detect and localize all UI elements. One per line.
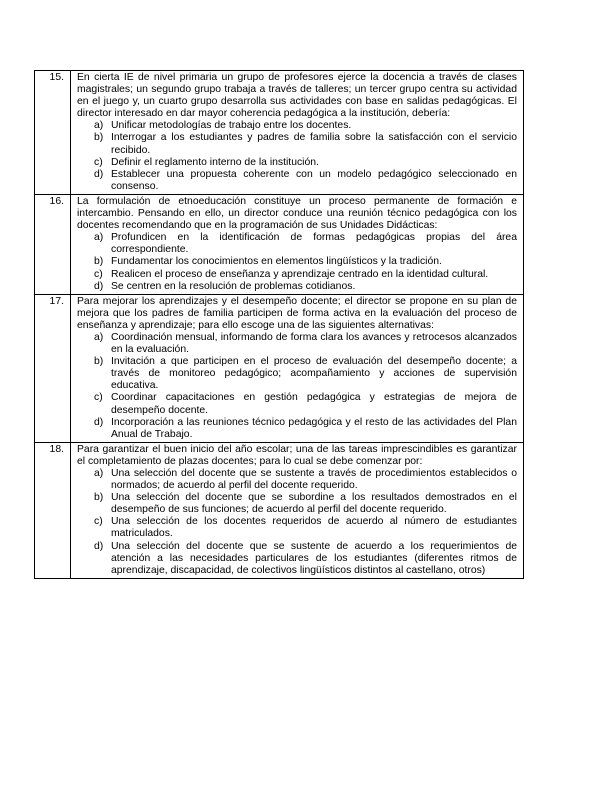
- question-row: [35, 71, 524, 195]
- option-text: Una selección del docente que se sustente de acuerdo a los requerimientos de atención a las necesidades particulares de los estudiantes (diferentes ritmos de aprendizaje, discapacidad, de colectivos lingüísticos distintos al castellano, otros): [111, 540, 517, 576]
- question-body: [71, 194, 524, 294]
- option-text: Establecer una propuesta coherente con un modelo pedagógico seleccionado en consenso.: [111, 168, 517, 192]
- option-text: Coordinar capacitaciones en gestión pedagógica y estrategias de mejora de desempeño docente.: [111, 392, 517, 416]
- option-item: [94, 492, 517, 516]
- question-body: [71, 294, 524, 442]
- option-letter: b): [94, 492, 104, 504]
- option-text: Se centren en la resolución de problemas cotidianos.: [111, 280, 356, 292]
- option-text: Invitación a que participen en el proceso de evaluación del desempeño docente; a través de monitoreo pedagógico; acompañamiento y acciones de supervisión educativa.: [111, 356, 517, 392]
- question-stem: Para garantizar el buen inicio del año escolar; una de las tareas imprescindibles es garantizar el completamiento de plazas docentes; para lo cual se debe comenzar por:: [77, 443, 517, 467]
- option-item: [94, 468, 517, 492]
- question-number: 17.: [35, 294, 71, 442]
- option-letter: b): [94, 256, 104, 268]
- option-letter: c): [94, 516, 103, 528]
- option-text: Interrogar a los estudiantes y padres de familia sobre la satisfacción con el servicio recibido.: [111, 132, 517, 156]
- question-row: [35, 294, 524, 442]
- option-text: Coordinación mensual, informando de forma clara los avances y retrocesos alcanzados en la evaluación.: [111, 331, 517, 356]
- question-stem: La formulación de etnoeducación constituye un proceso permanente de formación e intercambio. Pensando en ello, un director conduce una reunión técnico pedagógica con los docentes recomendando que en la programación de sus Unidades Didácticas:: [77, 195, 517, 232]
- option-text: Incorporación a las reuniones técnico pedagógica y el resto de las actividades del Plan Anual de Trabajo.: [111, 416, 517, 440]
- option-letter: c): [94, 392, 103, 404]
- question-number: 18.: [35, 442, 71, 578]
- question-stem: En cierta IE de nivel primaria un grupo de profesores ejerce la docencia a través de clases magistrales; un segundo grupo trabaja a través de talleres; un tercer grupo centra su actividad en el juego y, un cuarto grupo desarrolla sus actividades con base en salidas pedagógicas. El director interesado en dar mayor coherencia pedagógica a la institución, debería:: [77, 72, 517, 120]
- question-body: [71, 442, 524, 578]
- option-letter: d): [94, 540, 104, 552]
- option-letter: c): [94, 156, 103, 168]
- option-item: [94, 156, 517, 169]
- option-letter: d): [94, 168, 104, 180]
- option-letter: b): [94, 356, 104, 368]
- option-text: Definir el reglamento interno de la institución.: [111, 156, 319, 168]
- option-text: Una selección del docente que se sustente a través de procedimientos establecidos o normados; de acuerdo al perfil del docente requerido.: [111, 468, 517, 492]
- questions-table: [34, 70, 524, 579]
- option-item: [94, 540, 517, 577]
- option-text: Una selección de los docentes requeridos de acuerdo al número de estudiantes matriculados.: [111, 516, 517, 540]
- option-list: [77, 468, 517, 577]
- option-letter: d): [94, 280, 104, 292]
- option-letter: a): [94, 331, 104, 343]
- option-item: [94, 168, 517, 193]
- option-item: [94, 132, 517, 156]
- option-text: Unificar metodologías de trabajo entre los docentes.: [111, 120, 352, 132]
- option-item: [94, 268, 517, 281]
- option-text: Fundamentar los conocimientos en elementos lingüísticos y la tradición.: [111, 256, 442, 268]
- option-item: [94, 392, 517, 416]
- option-item: [94, 280, 517, 293]
- question-row: [35, 194, 524, 294]
- question-stem: Para mejorar los aprendizajes y el desempeño docente; el director se propone en su plan de mejora que los padres de familia participen de forma activa en la evaluación del proceso de enseñanza y aprendizaje; para ello escoge una de las siguientes alternativas:: [77, 295, 517, 331]
- option-letter: d): [94, 416, 104, 428]
- question-number: 16.: [35, 194, 71, 294]
- option-item: [94, 516, 517, 540]
- option-text: Profundicen en la identificación de formas pedagógicas propias del área correspondiente.: [111, 232, 517, 256]
- question-row: [35, 442, 524, 578]
- option-letter: c): [94, 268, 103, 280]
- question-number: 15.: [35, 71, 71, 195]
- option-text: Realicen el proceso de enseñanza y aprendizaje centrado en la identidad cultural.: [111, 268, 489, 280]
- option-letter: a): [94, 232, 104, 244]
- question-body: [71, 71, 524, 195]
- option-letter: a): [94, 468, 104, 479]
- option-item: [94, 120, 517, 132]
- option-item: [94, 232, 517, 256]
- option-list: [77, 332, 517, 441]
- option-item: [94, 356, 517, 392]
- option-item: [94, 256, 517, 268]
- option-letter: b): [94, 132, 104, 144]
- option-list: [77, 232, 517, 292]
- option-text: Una selección del docente que se subordine a los resultados demostrados en el desempeño de sus funciones; de acuerdo al perfil del docente requerido.: [111, 492, 517, 516]
- option-list: [77, 120, 517, 193]
- option-item: [94, 416, 517, 441]
- option-letter: a): [94, 120, 104, 132]
- option-item: [94, 331, 517, 356]
